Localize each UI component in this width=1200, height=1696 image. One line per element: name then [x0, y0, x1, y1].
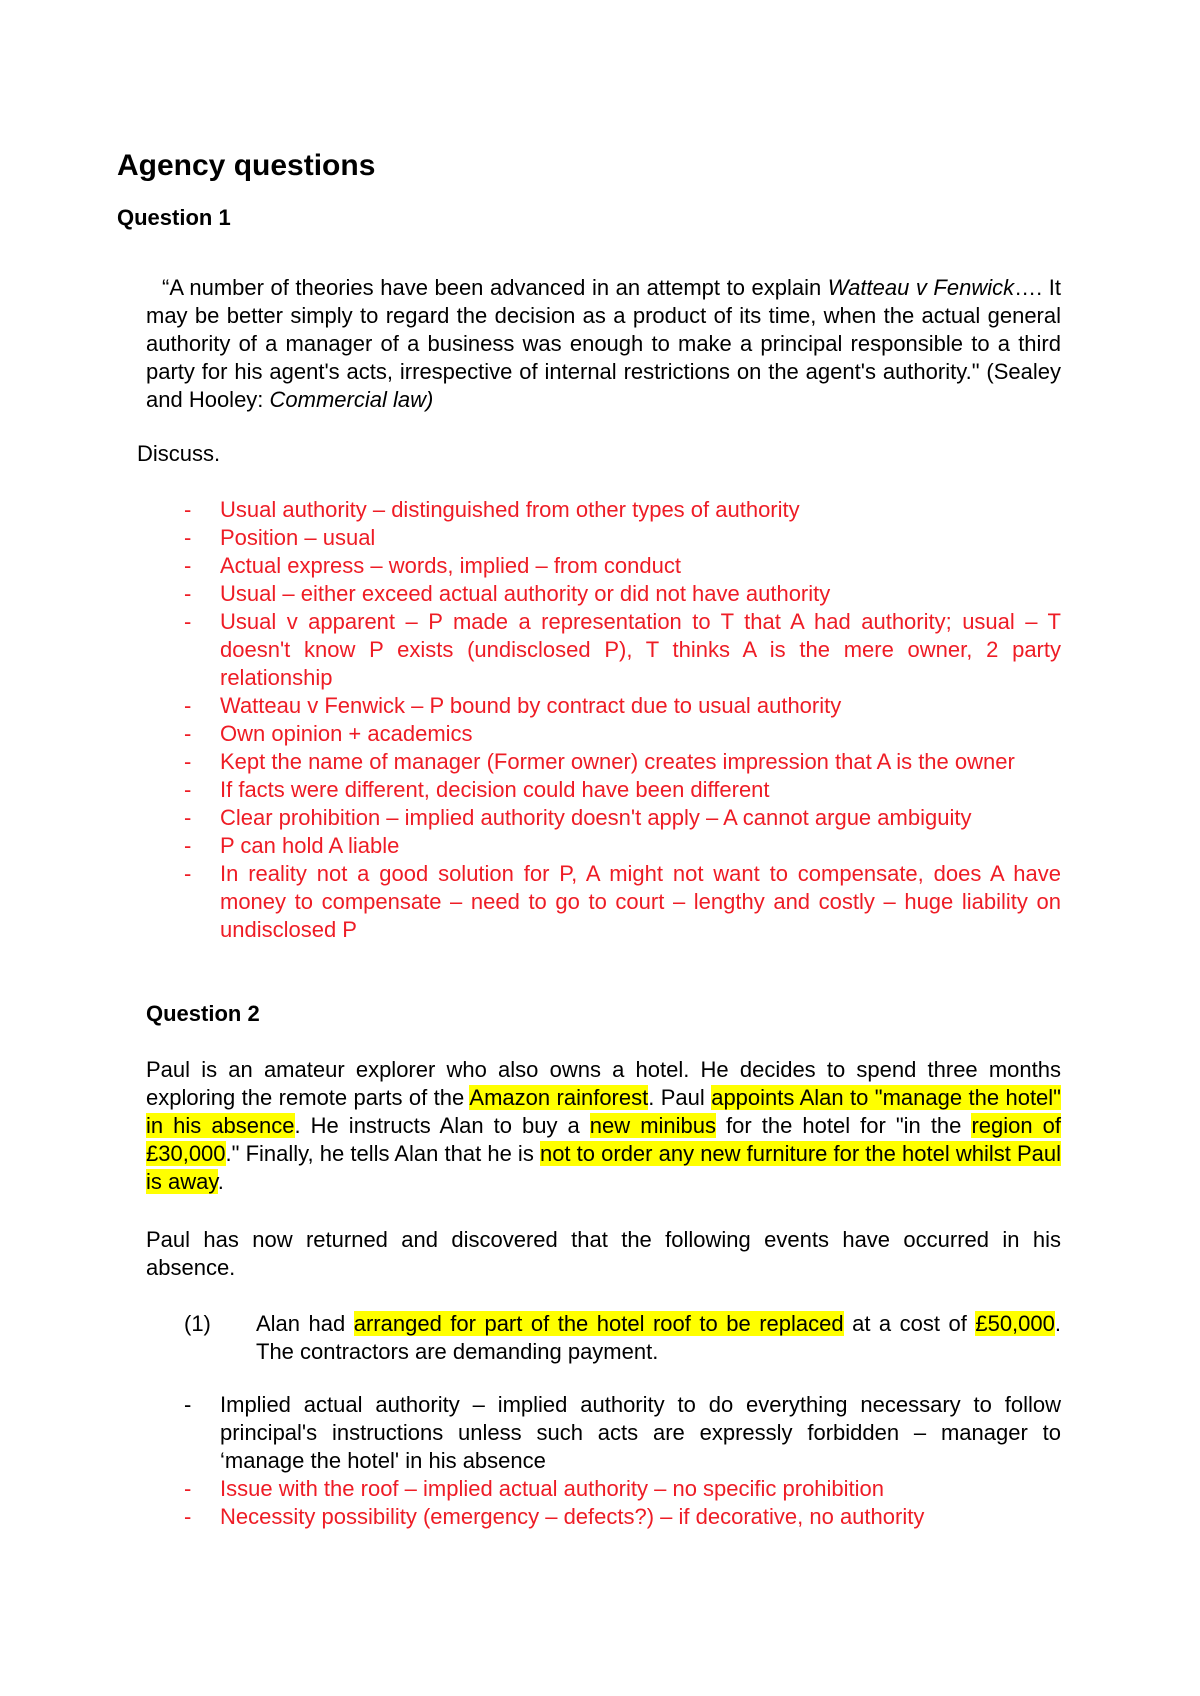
- highlight: new minibus: [589, 1113, 717, 1138]
- highlight: arranged for part of the hotel roof to be replaced: [353, 1311, 844, 1336]
- question-2-answer-notes: [184, 1391, 1061, 1531]
- question-1-quote: [146, 274, 1061, 414]
- quote-text-continued: …. It may be better simply to regard the decision as a product of its time, when the actual general authority of a manager of a business was enough to make a principal responsible to a third party for his agent's acts, irrespective of internal restrictions on the agent's authority." (Sealey and Hooley:: [146, 275, 1062, 412]
- list-item: - P can hold A liable: [184, 833, 400, 858]
- list-item: - Actual express – words, implied – from conduct: [184, 553, 681, 578]
- list-item: - If facts were different, decision could have been different: [184, 777, 770, 802]
- list-item: - Position – usual: [184, 525, 376, 550]
- list-item: - Watteau v Fenwick – P bound by contract due to usual authority: [184, 693, 842, 718]
- list-item: - Usual – either exceed actual authority or did not have authority: [184, 581, 831, 606]
- item-number: (1): [184, 1311, 211, 1336]
- highlight: appoints Alan to "manage the hotel" in his absence: [146, 1085, 1061, 1138]
- question-1-answer-notes: [184, 496, 1061, 944]
- question-2-scenario: Paul is an amateur explorer who also owns a hotel. He decides to spend three months exploring the remote parts of the Amazon rainforest. Paul appoints Alan to "manage the hotel" in his absence. He instructs Alan to buy a new minibus for the hotel for "in the region of £30,000." Finally, he tells Alan that he is not to order any new furniture for the hotel whilst Paul is away.: [146, 1057, 1062, 1194]
- list-item: - Kept the name of manager (Former owner) creates impression that A is the owner: [184, 749, 1015, 774]
- list-item: - Clear prohibition – implied authority doesn't apply – A cannot argue ambiguity: [184, 805, 972, 830]
- question-2-item-1: [146, 1310, 1061, 1366]
- discuss-instruction: Discuss.: [137, 441, 221, 466]
- list-item: - Necessity possibility (emergency – defects?) – if decorative, no authority: [184, 1504, 925, 1529]
- question-2-heading: Question 2: [146, 1001, 260, 1026]
- highlight: Amazon rainforest: [469, 1085, 649, 1110]
- quote-text: “A number of theories have been advanced in an attempt to explain: [162, 275, 828, 300]
- list-item: - Usual authority – distinguished from other types of authority: [184, 497, 800, 522]
- highlight: not to order any new furniture for the hotel whilst Paul is away: [146, 1141, 1062, 1194]
- highlight: region of £30,000: [146, 1113, 1061, 1166]
- quote-source-title: Commercial law): [269, 387, 434, 412]
- list-item: - Own opinion + academics: [184, 721, 473, 746]
- list-item: - Implied actual authority – implied authority to do everything necessary to follow principal's instructions unless such acts are expressly forbidden – manager to ‘manage the hotel' in his absence: [184, 1392, 1061, 1473]
- highlight: £50,000: [975, 1311, 1055, 1336]
- question-1-heading: Question 1: [117, 205, 231, 230]
- quote-case-name: Watteau v Fenwick: [827, 275, 1015, 300]
- item-text: Alan had arranged for part of the hotel roof to be replaced at a cost of £50,000. The contractors are demanding payment.: [256, 1311, 1061, 1364]
- list-item: - Usual v apparent – P made a representation to T that A had authority; usual – T doesn't know P exists (undisclosed P), T thinks A is the mere owner, 2 party relationship: [184, 609, 1061, 690]
- document-title: Agency questions: [117, 149, 376, 182]
- list-item: - In reality not a good solution for P, A might not want to compensate, does A have money to compensate – need to go to court – lengthy and costly – huge liability on undisclosed P: [184, 861, 1061, 942]
- question-2-returned-paragraph: Paul has now returned and discovered that the following events have occurred in his absence.: [146, 1227, 1061, 1280]
- list-item: - Issue with the roof – implied actual authority – no specific prohibition: [184, 1476, 885, 1501]
